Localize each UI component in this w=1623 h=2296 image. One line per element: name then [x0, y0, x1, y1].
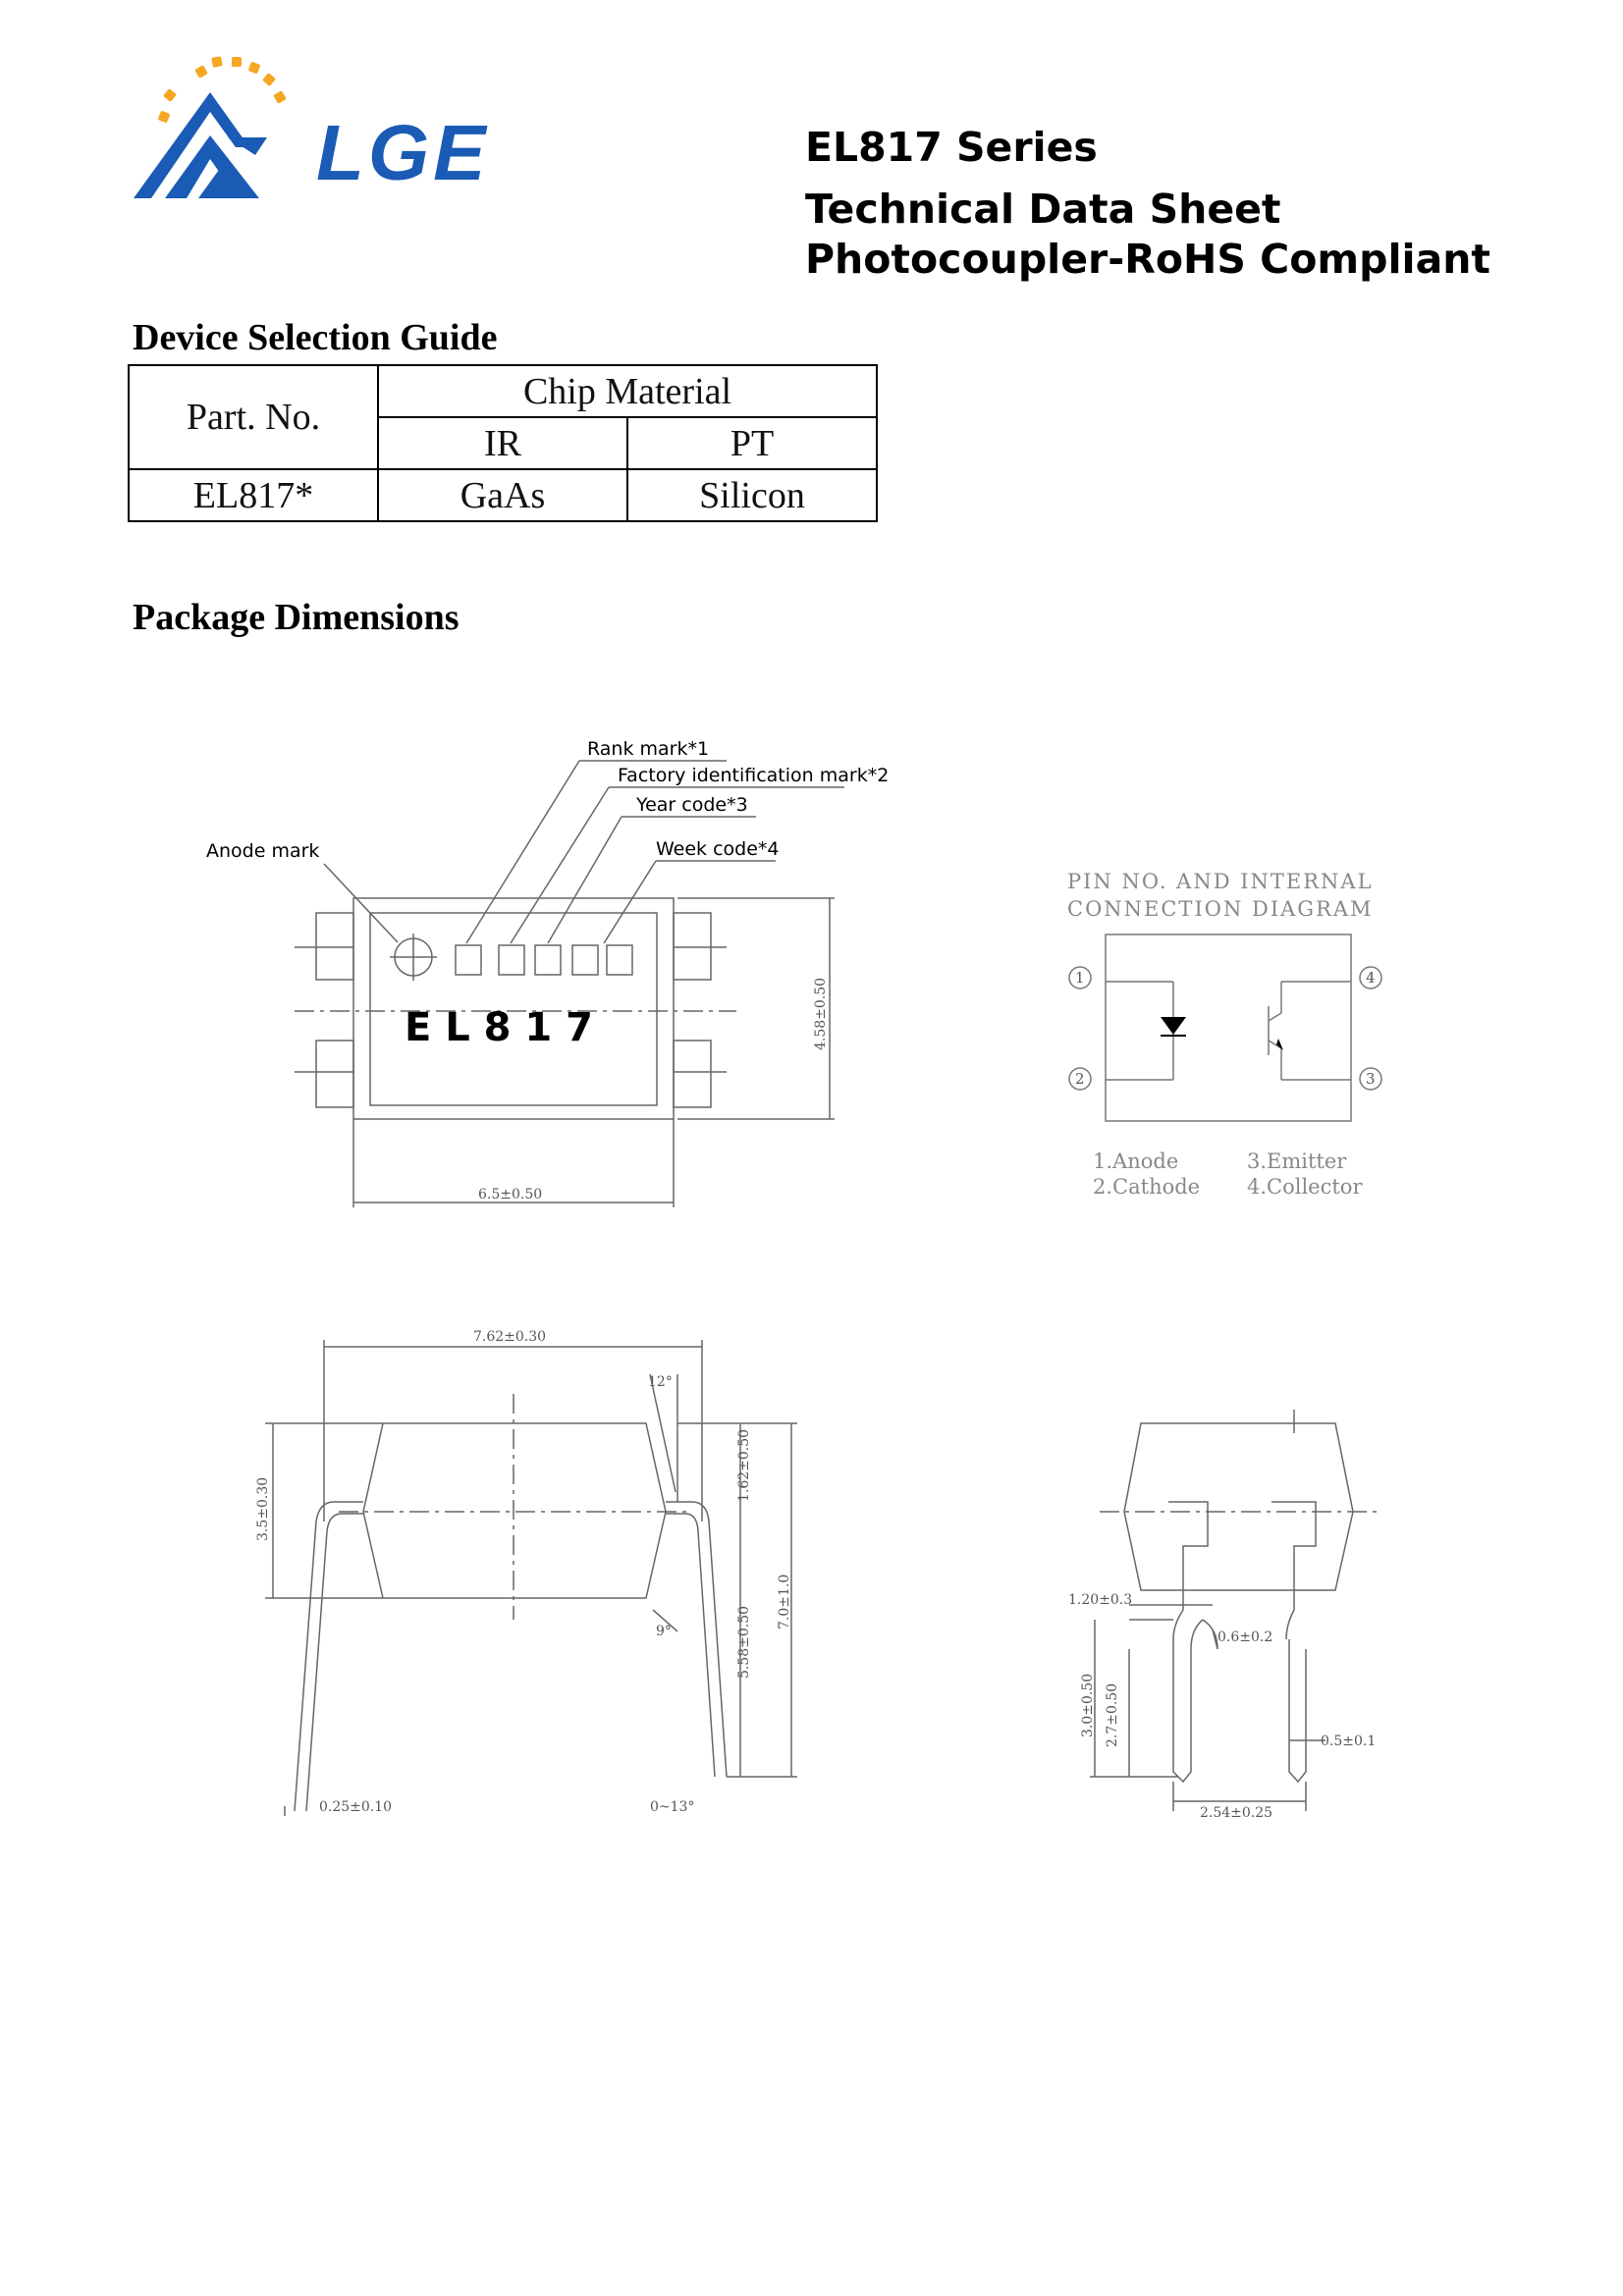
- part-cell: EL817*: [129, 469, 378, 521]
- end-shoulder-dim: 1.20±0.3: [1068, 1592, 1133, 1608]
- ir-header: IR: [378, 417, 627, 469]
- side-angle-mid: 9°: [656, 1624, 672, 1639]
- label-anode: 1.Anode: [1093, 1149, 1179, 1173]
- chip-material-header: Chip Material: [378, 365, 877, 417]
- side-angle-top: 12°: [648, 1374, 673, 1390]
- brand-name: LGE: [316, 109, 490, 196]
- side-body-height: 3.5±0.30: [255, 1476, 271, 1541]
- side-upper-height: 1.62±0.50: [736, 1428, 752, 1502]
- product-title: Photocoupler-RoHS Compliant: [805, 236, 1491, 283]
- label-cathode: 2.Cathode: [1093, 1175, 1201, 1199]
- label-collector: 4.Collector: [1247, 1175, 1363, 1199]
- factory-mark-label: Factory identification mark*2: [618, 765, 890, 786]
- pt-cell: Silicon: [627, 469, 877, 521]
- week-code-label: Week code*4: [656, 838, 780, 860]
- height-dim-label: 4.58±0.50: [813, 977, 829, 1050]
- pt-header: PT: [627, 417, 877, 469]
- pin-4: 4: [1366, 969, 1376, 987]
- side-lead-angle: 0~13°: [650, 1799, 695, 1815]
- side-view-drawing: [265, 1340, 797, 1816]
- side-width-dim: 7.62±0.30: [473, 1329, 547, 1345]
- series-title: EL817 Series: [805, 124, 1098, 171]
- pin-3: 3: [1366, 1070, 1376, 1088]
- rank-mark-label: Rank mark*1: [587, 738, 710, 760]
- pin-connection-diagram: [1067, 870, 1381, 1199]
- pin-diagram-title-2: CONNECTION DIAGRAM: [1067, 897, 1374, 921]
- end-lead-len2: 2.7±0.50: [1105, 1682, 1120, 1747]
- marking-text: E L 8 1 7: [405, 1005, 594, 1050]
- ir-cell: GaAs: [378, 469, 627, 521]
- anode-mark-label: Anode mark: [206, 840, 320, 862]
- pin-2: 2: [1075, 1070, 1085, 1088]
- width-dim-label: 6.5±0.50: [478, 1187, 543, 1202]
- transistor-icon: [1276, 1039, 1283, 1050]
- end-view-drawing: [1090, 1410, 1380, 1811]
- part-no-header: Part. No.: [129, 365, 378, 469]
- side-lead-length: 5.58±0.50: [736, 1605, 752, 1679]
- selection-guide-heading: Device Selection Guide: [133, 317, 498, 358]
- end-lead-width-top: 0.6±0.2: [1217, 1629, 1273, 1645]
- side-lead-thickness: 0.25±0.10: [319, 1799, 393, 1815]
- pin-1: 1: [1075, 969, 1085, 987]
- end-lead-len1: 3.0±0.50: [1080, 1673, 1096, 1737]
- side-total-height: 7.0±1.0: [777, 1574, 792, 1629]
- end-pitch-dim: 2.54±0.25: [1200, 1805, 1273, 1821]
- datasheet-title: Technical Data Sheet: [805, 186, 1281, 233]
- year-code-label: Year code*3: [636, 794, 748, 816]
- end-lead-width: 0.5±0.1: [1321, 1734, 1377, 1749]
- package-dimensions-heading: Package Dimensions: [133, 597, 460, 638]
- label-emitter: 3.Emitter: [1247, 1149, 1347, 1173]
- pin-diagram-title-1: PIN NO. AND INTERNAL: [1067, 870, 1374, 893]
- led-diode-icon: [1161, 1017, 1186, 1035]
